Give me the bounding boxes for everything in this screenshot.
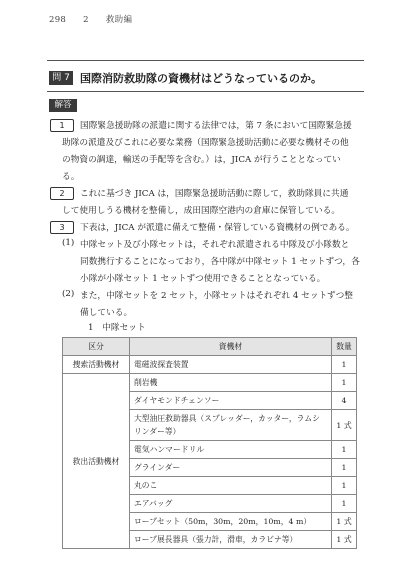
quantity-cell: 4 <box>332 392 357 410</box>
quantity-cell: 1 <box>332 459 357 477</box>
equipment-cell: 丸のこ <box>130 477 332 495</box>
equipment-cell: 電気ハンマードリル <box>130 441 332 459</box>
paragraph-line: 国際緊急援助隊の派遣に関する法律では，第 7 条において国際緊急援 <box>80 121 352 131</box>
chapter-title: 救助編 <box>105 15 133 25</box>
item-number: (1) <box>62 238 75 248</box>
paragraph-line: これに基づき JICA は，国際緊急援助活動に際して，救助隊員に共通 <box>80 189 349 199</box>
chapter-number: 2 <box>83 15 89 25</box>
column-header-category: 区分 <box>63 338 130 356</box>
section-number: 1 <box>50 119 74 132</box>
category-cell: 救出活動機材 <box>63 374 130 549</box>
quantity-cell: 1 式 <box>332 531 357 549</box>
item-line: 備している。 <box>80 308 133 318</box>
column-header-equipment: 資機材 <box>130 338 332 356</box>
paragraph-line: 助隊の派遣及びこれに必要な業務（国際緊急援助活動に必要な機材その他 <box>62 138 349 148</box>
question-top-rule <box>47 60 364 61</box>
equipment-cell: 削岩機 <box>130 374 332 392</box>
item-line: 同数携行することになっており，各中隊が中隊セット 1 セットずつ，各 <box>80 257 360 267</box>
paragraph-line: る。 <box>62 172 80 182</box>
paragraph-line: して使用しうる機材を整備し，成田国際空港内の倉庫に保管している。 <box>62 206 340 216</box>
question-label: 問 7 <box>49 71 73 85</box>
quantity-cell: 1 <box>332 356 357 374</box>
item-line: また，中隊セットを 2 セット，小隊セットはそれぞれ 4 セットずつ整 <box>80 291 353 301</box>
equipment-cell: グラインダー <box>130 459 332 477</box>
table-row <box>63 356 357 374</box>
quantity-cell: 1 式 <box>332 513 357 531</box>
equipment-cell: 電磁波探査装置 <box>130 356 332 374</box>
equipment-cell: エアバッグ <box>130 495 332 513</box>
category-cell: 捜索活動機材 <box>63 356 130 374</box>
page-number: 298 <box>49 15 67 25</box>
equipment-line: リンダー等） <box>134 427 181 436</box>
equipment-table <box>62 337 357 549</box>
quantity-cell: 1 <box>332 374 357 392</box>
equipment-cell: ロープセット（50m，30m，20m，10m，4 m） <box>130 513 332 531</box>
table-header-row <box>63 338 357 356</box>
section-number: 3 <box>50 221 74 234</box>
running-header <box>49 13 146 25</box>
equipment-cell: ダイヤモンドチェンソー <box>130 392 332 410</box>
table-row <box>63 374 357 392</box>
paragraph-line: の物資の調達，輸送の手配等を含む。）は，JICA が行うこととなってい <box>62 155 341 165</box>
question-bottom-rule <box>47 91 364 92</box>
table-caption: 1 中隊セット <box>88 323 146 333</box>
column-header-quantity: 数量 <box>332 338 357 356</box>
equipment-cell <box>130 410 332 441</box>
question-title: 国際消防救助隊の資機材はどうなっているのか。 <box>80 72 322 85</box>
paragraph-line: 下表は，JICA が派遣に備えて整備・保管している資機材の例である。 <box>80 223 355 233</box>
quantity-cell: 1 <box>332 495 357 513</box>
quantity-cell: 1 式 <box>332 410 357 441</box>
quantity-cell: 1 <box>332 441 357 459</box>
answer-label: 解答 <box>49 99 77 112</box>
equipment-cell: ロープ展長器具（張力計，滑車，カラビナ等） <box>130 531 332 549</box>
equipment-line: 大型油圧救助器具（スプレッダー，カッター，ラムシ <box>134 414 320 423</box>
item-line: 小隊が小隊セット 1 セットずつ使用できることとなっている。 <box>80 274 326 284</box>
section-number: 2 <box>50 187 74 200</box>
item-line: 中隊セット及び小隊セットは，それぞれ派遣される中隊及び小隊数と <box>80 240 350 250</box>
quantity-cell: 1 <box>332 477 357 495</box>
item-number: (2) <box>62 289 75 299</box>
